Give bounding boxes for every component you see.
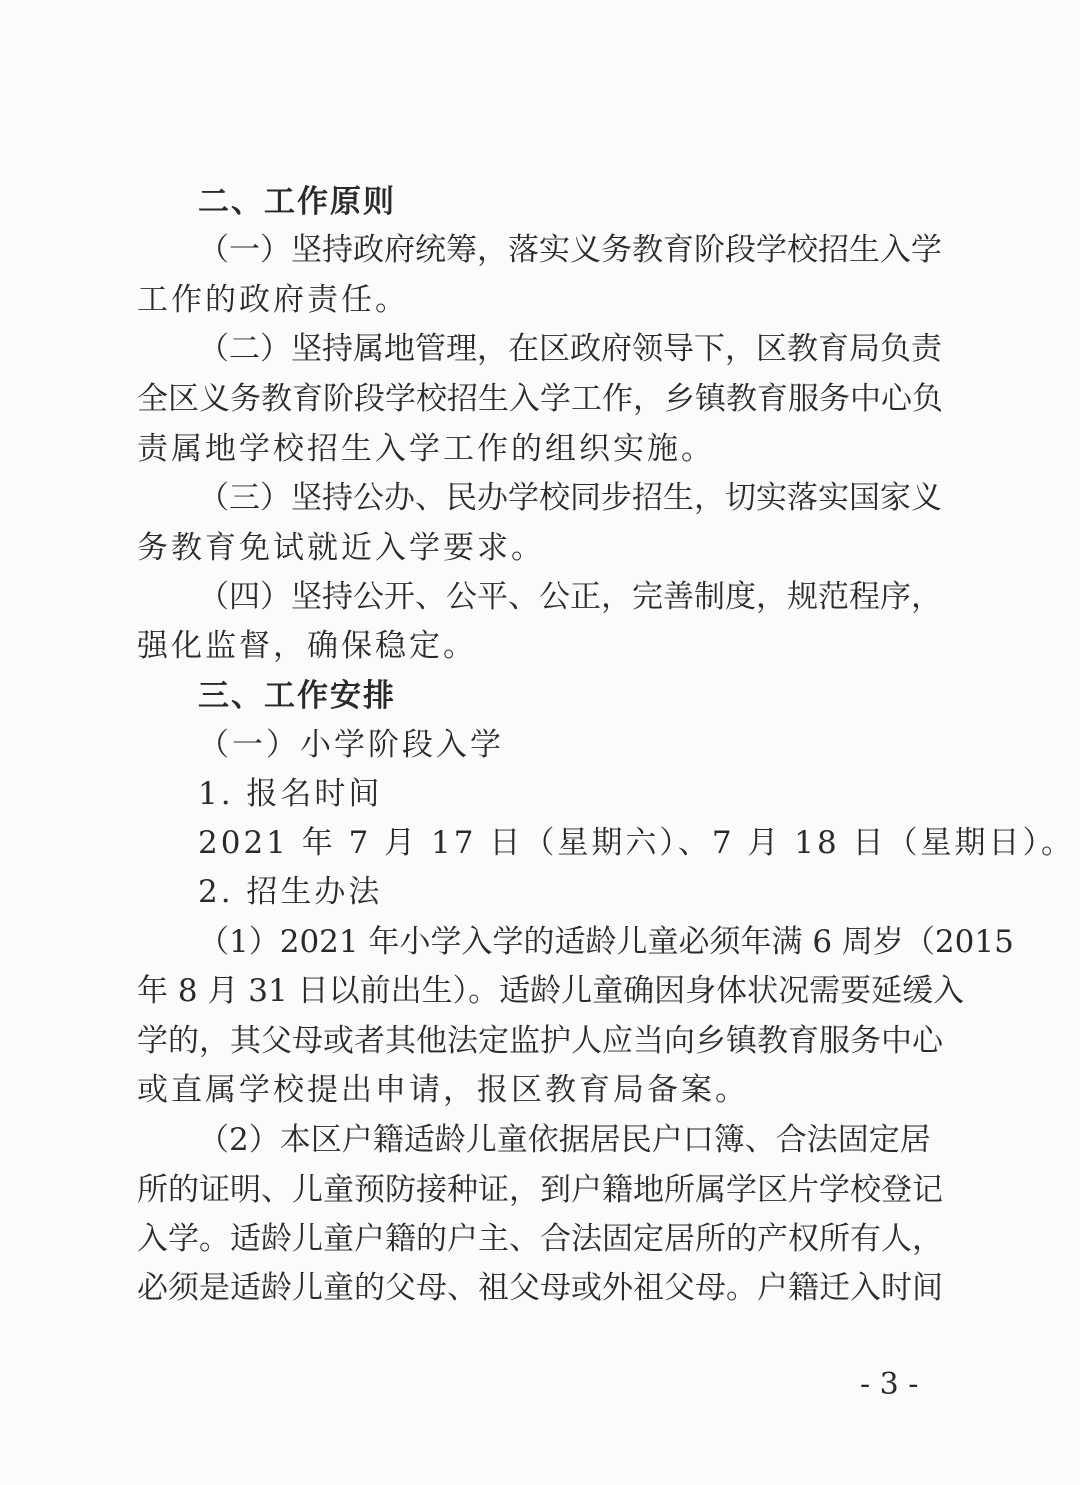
paragraph-line: 全区义务教育阶段学校招生入学工作，乡镇教育服务中心负 bbox=[137, 381, 943, 417]
section-heading-work-principles: 二、工作原则 bbox=[198, 184, 396, 220]
paragraph-line: （二）坚持属地管理，在区政府领导下，区教育局负责 bbox=[198, 331, 942, 367]
item-heading-registration-time: 1. 报名时间 bbox=[198, 776, 383, 812]
section-heading-work-arrangements: 三、工作安排 bbox=[198, 678, 396, 714]
page-number: - 3 - bbox=[860, 1367, 919, 1402]
paragraph-line: 强化监督，确保稳定。 bbox=[137, 628, 477, 664]
item-heading-enrollment-method: 2. 招生办法 bbox=[198, 874, 383, 910]
paragraph-line: 或直属学校提出申请，报区教育局备案。 bbox=[137, 1072, 749, 1108]
paragraph-line: （2）本区户籍适龄儿童依据居民户口簿、合法固定居 bbox=[198, 1122, 931, 1158]
paragraph-line: 所的证明、儿童预防接种证，到户籍地所属学区片学校登记 bbox=[137, 1172, 943, 1208]
paragraph-line: 工作的政府责任。 bbox=[137, 282, 409, 318]
paragraph-line: 入学。适龄儿童户籍的户主、合法固定居所的产权所有人， bbox=[137, 1221, 943, 1257]
paragraph-line: （1）2021 年小学入学的适龄儿童必须年满 6 周岁（2015 bbox=[198, 924, 1014, 960]
subsection-heading-primary-school: （一）小学阶段入学 bbox=[198, 727, 504, 763]
registration-dates: 2021 年 7 月 17 日（星期六）、7 月 18 日（星期日）。 bbox=[198, 825, 1076, 861]
paragraph-line: 年 8 月 31 日以前出生）。适龄儿童确因身体状况需要延缓入 bbox=[137, 973, 965, 1009]
paragraph-line: 必须是适龄儿童的父母、祖父母或外祖父母。户籍迁入时间 bbox=[137, 1270, 943, 1306]
paragraph-line: 务教育免试就近入学要求。 bbox=[137, 530, 545, 566]
paragraph-line: （四）坚持公开、公平、公正，完善制度，规范程序， bbox=[198, 579, 942, 615]
paragraph-line: 学的，其父母或者其他法定监护人应当向乡镇教育服务中心 bbox=[137, 1023, 943, 1059]
paragraph-line: （三）坚持公办、民办学校同步招生，切实落实国家义 bbox=[198, 480, 942, 516]
paragraph-line: 责属地学校招生入学工作的组织实施。 bbox=[137, 431, 715, 467]
paragraph-line: （一）坚持政府统筹，落实义务教育阶段学校招生入学 bbox=[198, 232, 942, 268]
